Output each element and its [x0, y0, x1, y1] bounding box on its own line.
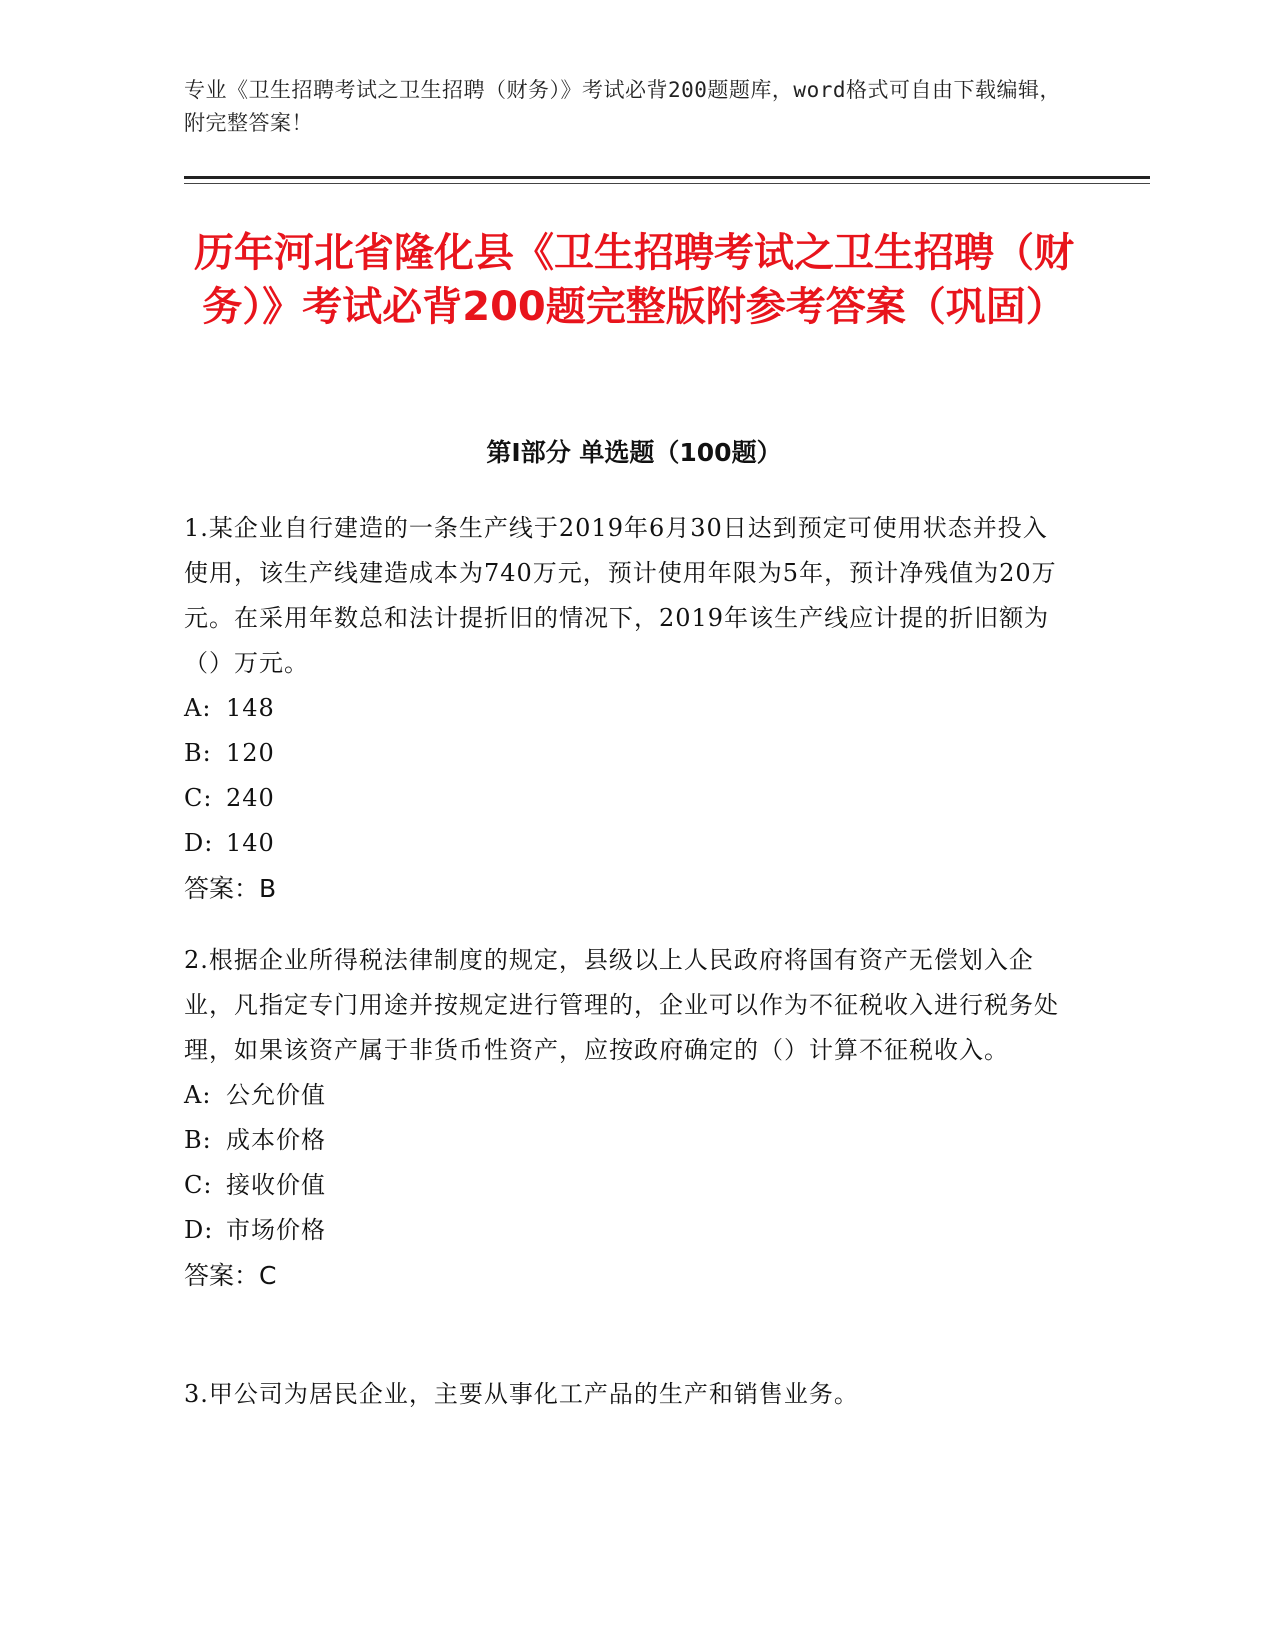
question-stem: 2.根据企业所得税法律制度的规定，县级以上人民政府将国有资产无偿划入企业，凡指定专门用途并按规定进行管理的，企业可以作为不征税收入进行税务处理，如果该资产属于非货币性资产，应按政府确定的（）计算不征税收入。 [184, 946, 1059, 1064]
option-letter: D: [184, 829, 214, 857]
option-text: 成本价格 [226, 1126, 326, 1154]
question-stem: 1.某企业自行建造的一条生产线于2019年6月30日达到预定可使用状态并投入使用，该生产线建造成本为740万元，预计使用年限为5年，预计净残值为20万元。在采用年数总和法计提折旧的情况下，2019年该生产线应计提的折旧额为（）万元。 [184, 514, 1057, 677]
option-d [184, 1208, 1064, 1253]
question-2 [184, 938, 1064, 1298]
document-title: 历年河北省隆化县《卫生招聘考试之卫生招聘（财务）》考试必背200题完整版附参考答案（巩固） [194, 230, 1074, 330]
option-text: 120 [226, 739, 275, 767]
option-text: 市场价格 [226, 1216, 326, 1244]
option-text: 148 [226, 694, 275, 722]
option-letter: A: [184, 1081, 212, 1109]
question-1 [184, 506, 1064, 911]
option-letter: B: [184, 739, 212, 767]
option-text: 240 [226, 784, 275, 812]
option-text: 140 [226, 829, 275, 857]
section-title: 第Ⅰ部分 单选题（100题） [486, 438, 782, 467]
option-text: 接收价值 [226, 1171, 326, 1199]
answer-line: 答案：C [184, 1261, 277, 1290]
option-a [184, 1073, 1064, 1118]
option-letter: D: [184, 1216, 214, 1244]
question-stem: 3.甲公司为居民企业，主要从事化工产品的生产和销售业务。 [184, 1380, 859, 1408]
option-text: 公允价值 [226, 1081, 326, 1109]
question-3 [184, 1372, 1064, 1417]
option-letter: B: [184, 1126, 212, 1154]
header-divider-thin [184, 183, 1150, 184]
option-c [184, 1163, 1064, 1208]
header-note: 专业《卫生招聘考试之卫生招聘（财务）》考试必背200题题库，word格式可自由下载编辑，附完整答案！ [184, 78, 1061, 135]
answer-line: 答案：B [184, 874, 277, 903]
option-letter: C: [184, 1171, 213, 1199]
option-letter: A: [184, 694, 212, 722]
option-b [184, 1118, 1064, 1163]
option-a [184, 686, 1064, 731]
header-divider-thick [184, 176, 1150, 179]
option-c [184, 776, 1064, 821]
option-d [184, 821, 1064, 866]
option-letter: C: [184, 784, 213, 812]
option-b [184, 731, 1064, 776]
